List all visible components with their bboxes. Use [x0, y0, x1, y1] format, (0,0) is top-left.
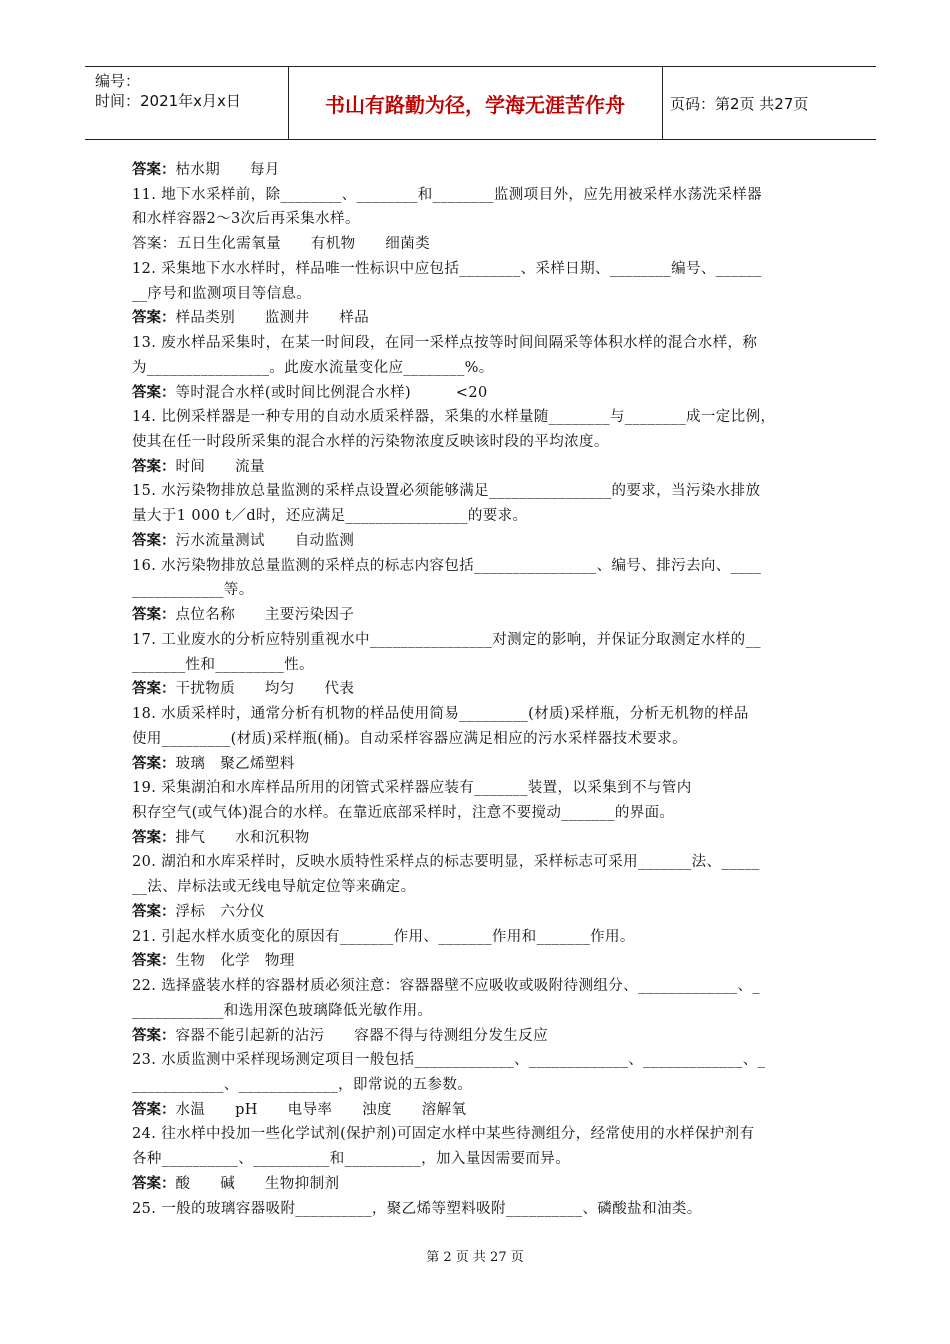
answer-label: 答案： [132, 458, 176, 475]
answer-line [132, 1026, 862, 1046]
answer-text: 排气 水和沉积物 [175, 829, 310, 846]
text-line: 22. 选择盛装水样的容器材质必须注意：容器器壁不应吸收或吸附待测组分、_____________、_ [132, 978, 761, 995]
text-line: 各种__________、__________和__________，加入量因需要而异。 [132, 1151, 571, 1168]
answer-label: 答案： [132, 681, 176, 698]
text-line: 答案：五日生化需氧量 有机物 细菌类 [132, 236, 430, 253]
text-line: 21. 引起水样水质变化的原因有_______作用、_______作用和_______作用。 [132, 928, 635, 945]
answer-text: 干扰物质 均匀 代表 [175, 681, 355, 698]
text-line: 使其在任一时段所采集的混合水样的污染物浓度反映该时段的平均浓度。 [132, 434, 609, 451]
doc-number: 编号： [95, 72, 141, 90]
text-line: 23. 水质监测中采样现场测定项目一般包括_____________、_____________、_____________、_ [132, 1052, 766, 1069]
text-line: __序号和监测项目等信息。 [132, 285, 312, 302]
answer-line [132, 902, 862, 922]
answer-text: 生物 化学 物理 [175, 953, 295, 970]
answer-text: 点位名称 主要污染因子 [175, 607, 355, 624]
header-divider [662, 67, 663, 139]
answer-line [132, 754, 862, 774]
text-line: _______性和_________性。 [132, 656, 314, 673]
answer-label: 答案： [132, 384, 176, 401]
answer-label: 答案： [132, 1101, 176, 1118]
answer-text: 污水流量测试 自动监测 [175, 532, 355, 549]
answer-line [132, 160, 862, 180]
answer-line [132, 531, 862, 551]
answer-line [132, 308, 862, 328]
header-page-number: 页码：第2页 共27页 [670, 94, 809, 113]
answer-line [132, 383, 862, 403]
page-header [85, 66, 876, 140]
text-line: 20. 湖泊和水库采样时，反映水质特性采样点的标志要明显，采样标志可采用_______法、_____ [132, 854, 760, 871]
answer-text: 酸 碱 生物抑制剂 [175, 1175, 340, 1192]
doc-date: 时间：2021年x月x日 [95, 92, 241, 110]
text-line: ____________和选用深色玻璃降低光敏作用。 [132, 1002, 433, 1019]
answer-label: 答案： [132, 1027, 176, 1044]
answer-text: 容器不能引起新的沾污 容器不得与待测组分发生反应 [175, 1027, 548, 1044]
answer-label: 答案： [132, 903, 176, 920]
text-line: 量大于1 000 t／d时，还应满足________________的要求。 [132, 508, 528, 525]
answer-label: 答案： [132, 310, 176, 327]
answer-text: 时间 流量 [175, 458, 265, 475]
answer-text: 样品类别 监测井 样品 [175, 310, 370, 327]
answer-text: 水温 pH 电导率 浊度 溶解氧 [175, 1101, 467, 1118]
text-line: 19. 采集湖泊和水库样品所用的闭管式采样器应装有_______装置，以采集到不与管内 [132, 780, 692, 797]
answer-label: 答案： [132, 829, 176, 846]
text-line: 25. 一般的玻璃容器吸附__________，聚乙烯等塑料吸附__________、磷酸盐和油类。 [132, 1200, 702, 1217]
answer-label: 答案： [132, 953, 176, 970]
answer-line [132, 1174, 862, 1194]
answer-line [132, 679, 862, 699]
answer-line [132, 828, 862, 848]
answer-label: 答案： [132, 532, 176, 549]
text-line: ____________等。 [132, 582, 254, 599]
text-line: 12. 采集地下水水样时，样品唯一性标识中应包括________、采样日期、________编号、______ [132, 260, 762, 277]
answer-line [132, 1100, 862, 1120]
page-footer: 第 2 页 共 27 页 [426, 1250, 524, 1265]
header-meta [95, 71, 290, 111]
answer-text: 玻璃 聚乙烯塑料 [175, 755, 295, 772]
answer-text: 浮标 六分仪 [175, 903, 265, 920]
answer-line [132, 457, 862, 477]
text-line: 17. 工业废水的分析应特别重视水中________________对测定的影响，并保证分取测定水样的__ [132, 631, 761, 648]
answer-line [132, 605, 862, 625]
text-line: 15. 水污染物排放总量监测的采样点设置必须能够满足________________的要求，当污染水排放 [132, 483, 761, 500]
answer-label: 答案： [132, 755, 176, 772]
text-line: __法、岸标法或无线电导航定位等来确定。 [132, 879, 416, 896]
answer-label: 答案： [132, 607, 176, 624]
text-line: 和水样容器2～3次后再采集水样。 [132, 211, 360, 228]
answer-label: 答案： [132, 162, 176, 178]
text-line: 为________________。此废水流量变化应________%。 [132, 359, 494, 376]
answer-text: 等时混合水样(或时间比例混合水样) <20 [175, 384, 488, 401]
answer-line [132, 951, 862, 971]
text-line: 13. 废水样品采集时，在某一时间段，在同一采样点按等时间间隔采等体积水样的混合水样，称 [132, 335, 758, 352]
text-line: 16. 水污染物排放总量监测的采样点的标志内容包括________________、编号、排污去向、____ [132, 557, 762, 574]
answer-label: 答案： [132, 1175, 176, 1192]
text-line: 24. 往水样中投加一些化学试剂(保护剂)可固定水样中某些待测组分，经常使用的水样保护剂有 [132, 1126, 755, 1143]
header-motto: 书山有路勤为径，学海无涯苦作舟 [325, 92, 625, 117]
text-line: 18. 水质采样时，通常分析有机物的样品使用简易_________(材质)采样瓶，分析无机物的样品 [132, 706, 749, 723]
answer-text: 枯水期 每月 [175, 162, 280, 178]
text-line: 11. 地下水采样前，除________、________和________监测项目外，应先用被采样水荡洗采样器 [132, 186, 763, 203]
text-line: 积存空气(或气体)混合的水样。在靠近底部采样时，注意不要搅动_______的界面。 [132, 804, 675, 821]
text-line: 使用_________(材质)采样瓶(桶)。自动采样容器应满足相应的污水采样器技术要求。 [132, 730, 687, 747]
text-line: ____________、_____________，即常说的五参数。 [132, 1077, 473, 1093]
text-line: 14. 比例采样器是一种专用的自动水质采样器，采集的水样量随________与________成一定比例， [132, 409, 776, 426]
